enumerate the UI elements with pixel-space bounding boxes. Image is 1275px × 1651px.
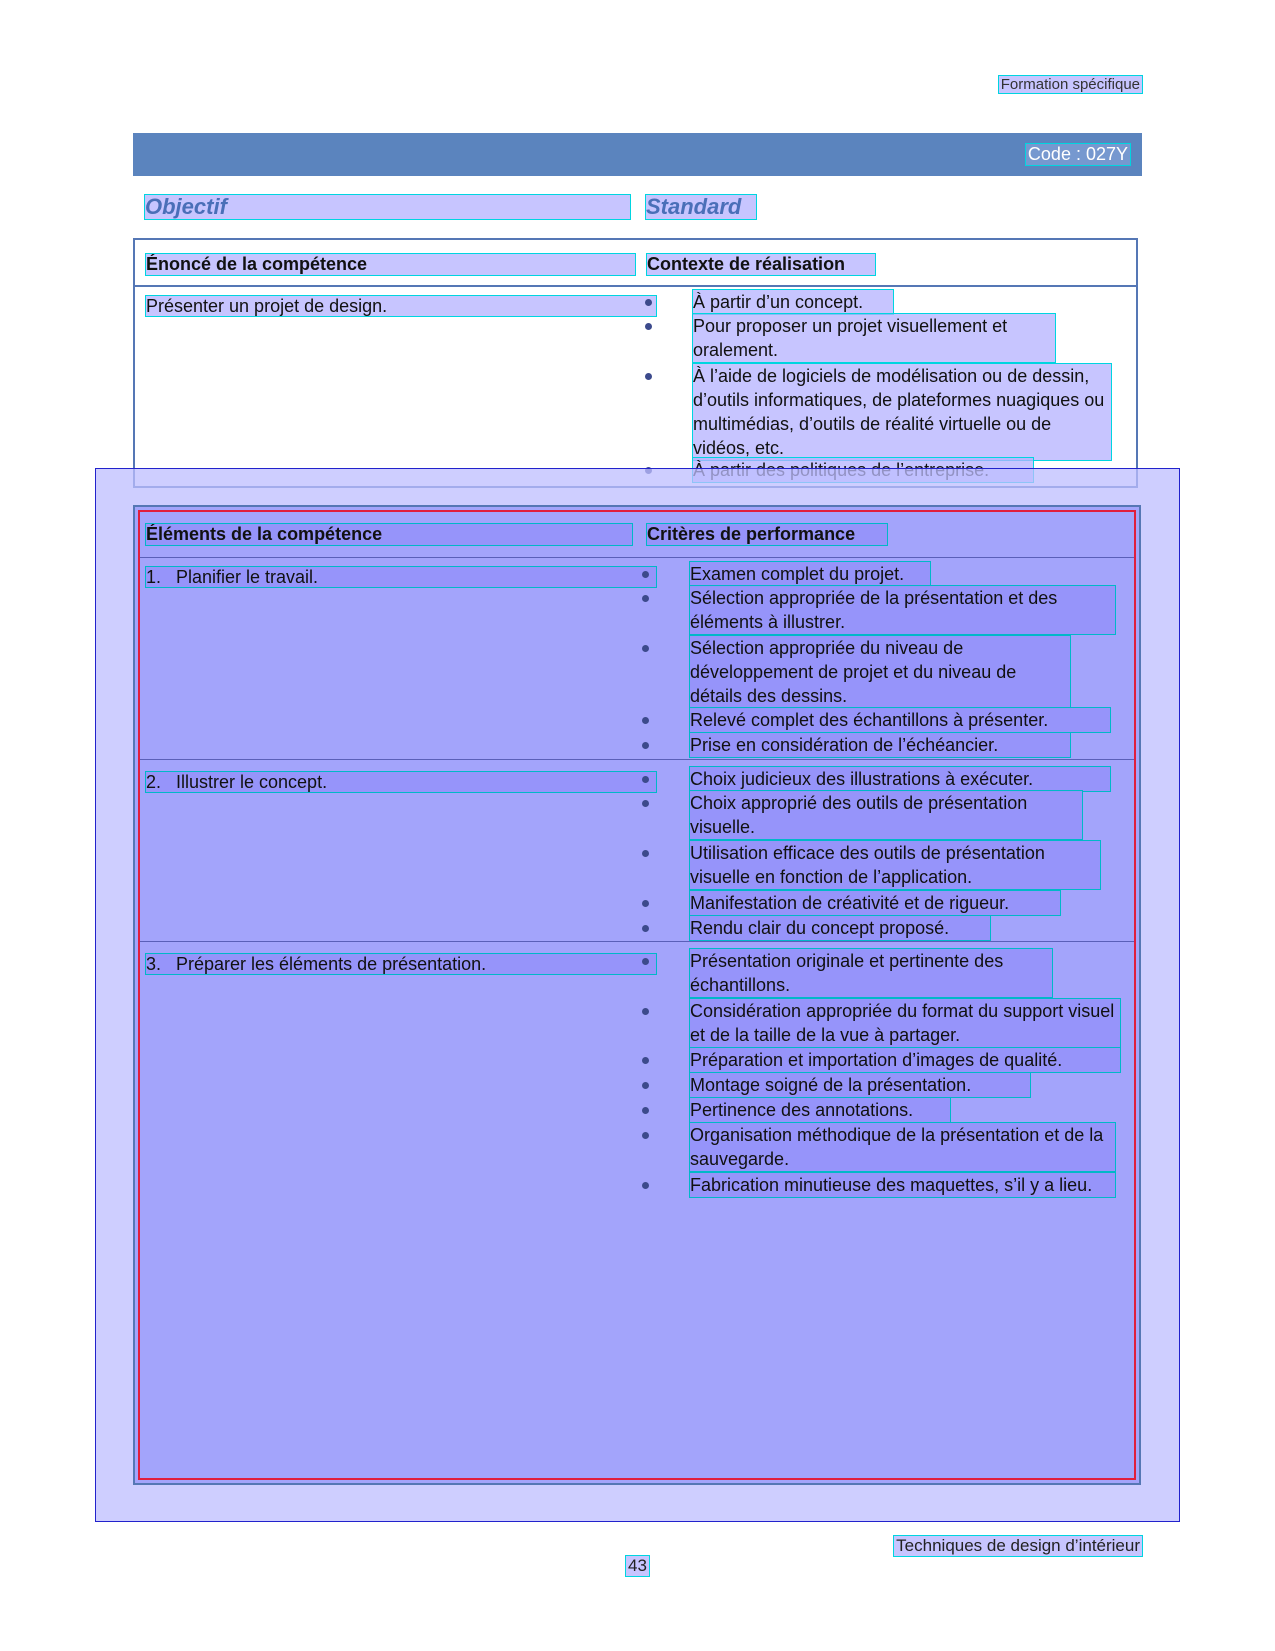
element-title: [146, 954, 656, 974]
performance-table: [133, 505, 1141, 1485]
bullet-icon: [642, 800, 649, 807]
bullet-icon: [645, 323, 652, 330]
bullet-icon: [642, 1182, 649, 1189]
element-label: Illustrer le concept.: [176, 772, 328, 792]
list-item: [690, 1123, 1115, 1171]
enonce-header-right: Contexte de réalisation: [647, 254, 875, 275]
bullet-icon: [642, 571, 649, 578]
element-label: Planifier le travail.: [176, 567, 319, 587]
enonce-table-header: [135, 240, 1136, 287]
criterion-text: Sélection appropriée de la présentation et des éléments à illustrer.: [690, 586, 1115, 634]
bullet-icon: [642, 1107, 649, 1114]
criterion-text: Préparation et importation d’images de qualité.: [690, 1048, 1120, 1072]
list-item: [693, 290, 893, 314]
row-divider: [140, 941, 1134, 942]
list-item: [690, 636, 1070, 708]
criterion-text: Prise en considération de l’échéancier.: [690, 733, 1070, 757]
element-number: 3.: [146, 954, 162, 974]
footer-program-title: Techniques de design d’intérieur: [896, 1536, 1140, 1555]
criterion-text: Manifestation de créativité et de rigueur.: [690, 891, 1060, 915]
bullet-icon: [642, 1057, 649, 1064]
context-text: Pour proposer un projet visuellement et oralement.: [693, 314, 1055, 362]
criterion-text: Examen complet du projet.: [690, 562, 930, 586]
performance-header-right: Critères de performance: [647, 524, 887, 545]
code-label: Code : 027Y: [1027, 144, 1128, 164]
performance-table-inner: [138, 510, 1136, 1480]
enonce-header-left: Énoncé de la compétence: [146, 254, 635, 275]
bullet-icon: [642, 958, 649, 965]
list-item: [690, 791, 1082, 839]
code-bar: [133, 133, 1142, 176]
list-item: [690, 733, 1070, 757]
list-item: [690, 1173, 1115, 1197]
bullet-icon: [642, 717, 649, 724]
list-item: [690, 708, 1110, 732]
list-item: [690, 586, 1115, 634]
criterion-text: Choix judicieux des illustrations à exécuter.: [690, 767, 1110, 791]
bullet-icon: [642, 1132, 649, 1139]
list-item: [690, 949, 1052, 997]
criterion-text: Rendu clair du concept proposé.: [690, 916, 990, 940]
element-label: Préparer les éléments de présentation.: [176, 954, 487, 974]
performance-table-header: [140, 512, 1134, 558]
context-text: À partir d’un concept.: [693, 290, 893, 314]
standard-heading: Standard: [646, 195, 756, 219]
bullet-icon: [642, 595, 649, 602]
element-title: [146, 567, 656, 587]
criterion-text: Sélection appropriée du niveau de développement de projet et du niveau de détails des dessins.: [690, 636, 1070, 708]
bullet-icon: [642, 776, 649, 783]
criterion-text: Pertinence des annotations.: [690, 1098, 950, 1122]
bullet-icon: [645, 373, 652, 380]
list-item: [690, 999, 1120, 1047]
bullet-icon: [642, 742, 649, 749]
list-item: [690, 841, 1100, 889]
criterion-text: Utilisation efficace des outils de présentation visuelle en fonction de l’application.: [690, 841, 1100, 889]
element-number: 1.: [146, 567, 162, 587]
list-item: [693, 364, 1111, 460]
running-head: Formation spécifique: [1000, 76, 1140, 93]
bullet-icon: [642, 900, 649, 907]
criterion-text: Considération appropriée du format du support visuel et de la taille de la vue à partager.: [690, 999, 1120, 1047]
criterion-text: Organisation méthodique de la présentation et de la sauvegarde.: [690, 1123, 1115, 1171]
element-number: 2.: [146, 772, 162, 792]
enonce-table: [133, 238, 1138, 488]
list-item: [690, 767, 1110, 791]
bullet-icon: [645, 299, 652, 306]
element-title: [146, 772, 656, 792]
list-item: [693, 314, 1055, 362]
competency-statement: Présenter un projet de design.: [146, 296, 656, 316]
bullet-icon: [642, 645, 649, 652]
bullet-icon: [642, 1008, 649, 1015]
context-text: À l’aide de logiciels de modélisation ou de dessin, d’outils informatiques, de plateformes nuagiques ou multimédias, d’outils de réalité virtuelle ou de vidéos, etc.: [693, 364, 1111, 460]
criterion-text: Montage soigné de la présentation.: [690, 1073, 1030, 1097]
list-item: [690, 891, 1060, 915]
bullet-icon: [642, 1082, 649, 1089]
list-item: [690, 1073, 1030, 1097]
row-divider: [140, 759, 1134, 760]
list-item: [690, 1098, 950, 1122]
bullet-icon: [642, 850, 649, 857]
list-item: [690, 1048, 1120, 1072]
bullet-icon: [642, 925, 649, 932]
list-item: [690, 562, 930, 586]
objectif-heading: Objectif: [145, 195, 630, 219]
criterion-text: Relevé complet des échantillons à présenter.: [690, 708, 1110, 732]
list-item: [690, 916, 990, 940]
criterion-text: Choix approprié des outils de présentation visuelle.: [690, 791, 1082, 839]
criterion-text: Présentation originale et pertinente des échantillons.: [690, 949, 1052, 997]
page-number: 43: [628, 1556, 647, 1575]
criterion-text: Fabrication minutieuse des maquettes, s’il y a lieu.: [690, 1173, 1115, 1197]
performance-header-left: Éléments de la compétence: [146, 524, 632, 545]
